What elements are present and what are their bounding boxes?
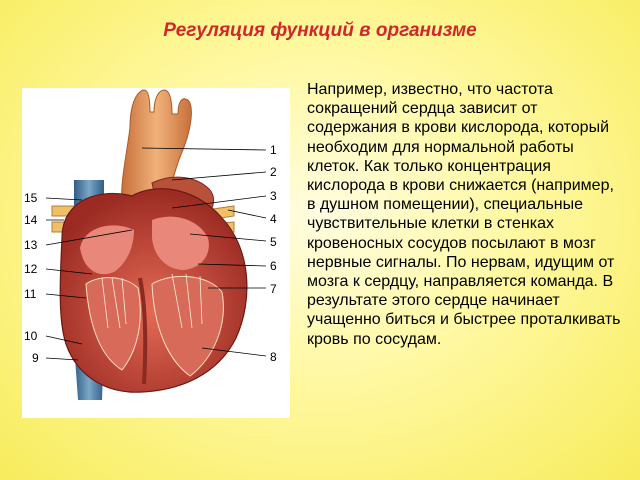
label-15: 15 bbox=[24, 191, 38, 205]
label-7: 7 bbox=[270, 282, 277, 296]
slide-title: Регуляция функций в организме bbox=[163, 20, 477, 41]
label-10: 10 bbox=[24, 329, 38, 343]
label-3: 3 bbox=[270, 189, 277, 203]
label-14: 14 bbox=[24, 213, 38, 227]
labels-left bbox=[24, 191, 39, 365]
label-9: 9 bbox=[32, 351, 39, 365]
label-12: 12 bbox=[24, 262, 38, 276]
body-paragraph: Например, известно, что частота сокращений сердца зависит от содержания в крови кислорода, который необходим для нормальной работы клеток. Как только концентрация кислорода в крови снижается (например, в душном помещении), специальные чувствительные клетки в стенках кровеносных сосудов посылают в мозг нервные сигналы. По нервам, идущим от мозга к сердцу, направляется команда. В результате этого сердце начинает учащенно биться и быстрее проталкивать кровь по сосудам. bbox=[307, 81, 621, 348]
label-13: 13 bbox=[24, 238, 38, 252]
label-2: 2 bbox=[270, 165, 277, 179]
label-5: 5 bbox=[270, 235, 277, 249]
label-4: 4 bbox=[270, 212, 277, 226]
heart-diagram-panel bbox=[22, 88, 290, 418]
label-6: 6 bbox=[270, 259, 277, 273]
label-8: 8 bbox=[270, 350, 277, 364]
heart-diagram bbox=[22, 88, 290, 418]
label-11: 11 bbox=[24, 287, 37, 301]
label-1: 1 bbox=[270, 143, 277, 157]
labels-right bbox=[270, 143, 277, 364]
